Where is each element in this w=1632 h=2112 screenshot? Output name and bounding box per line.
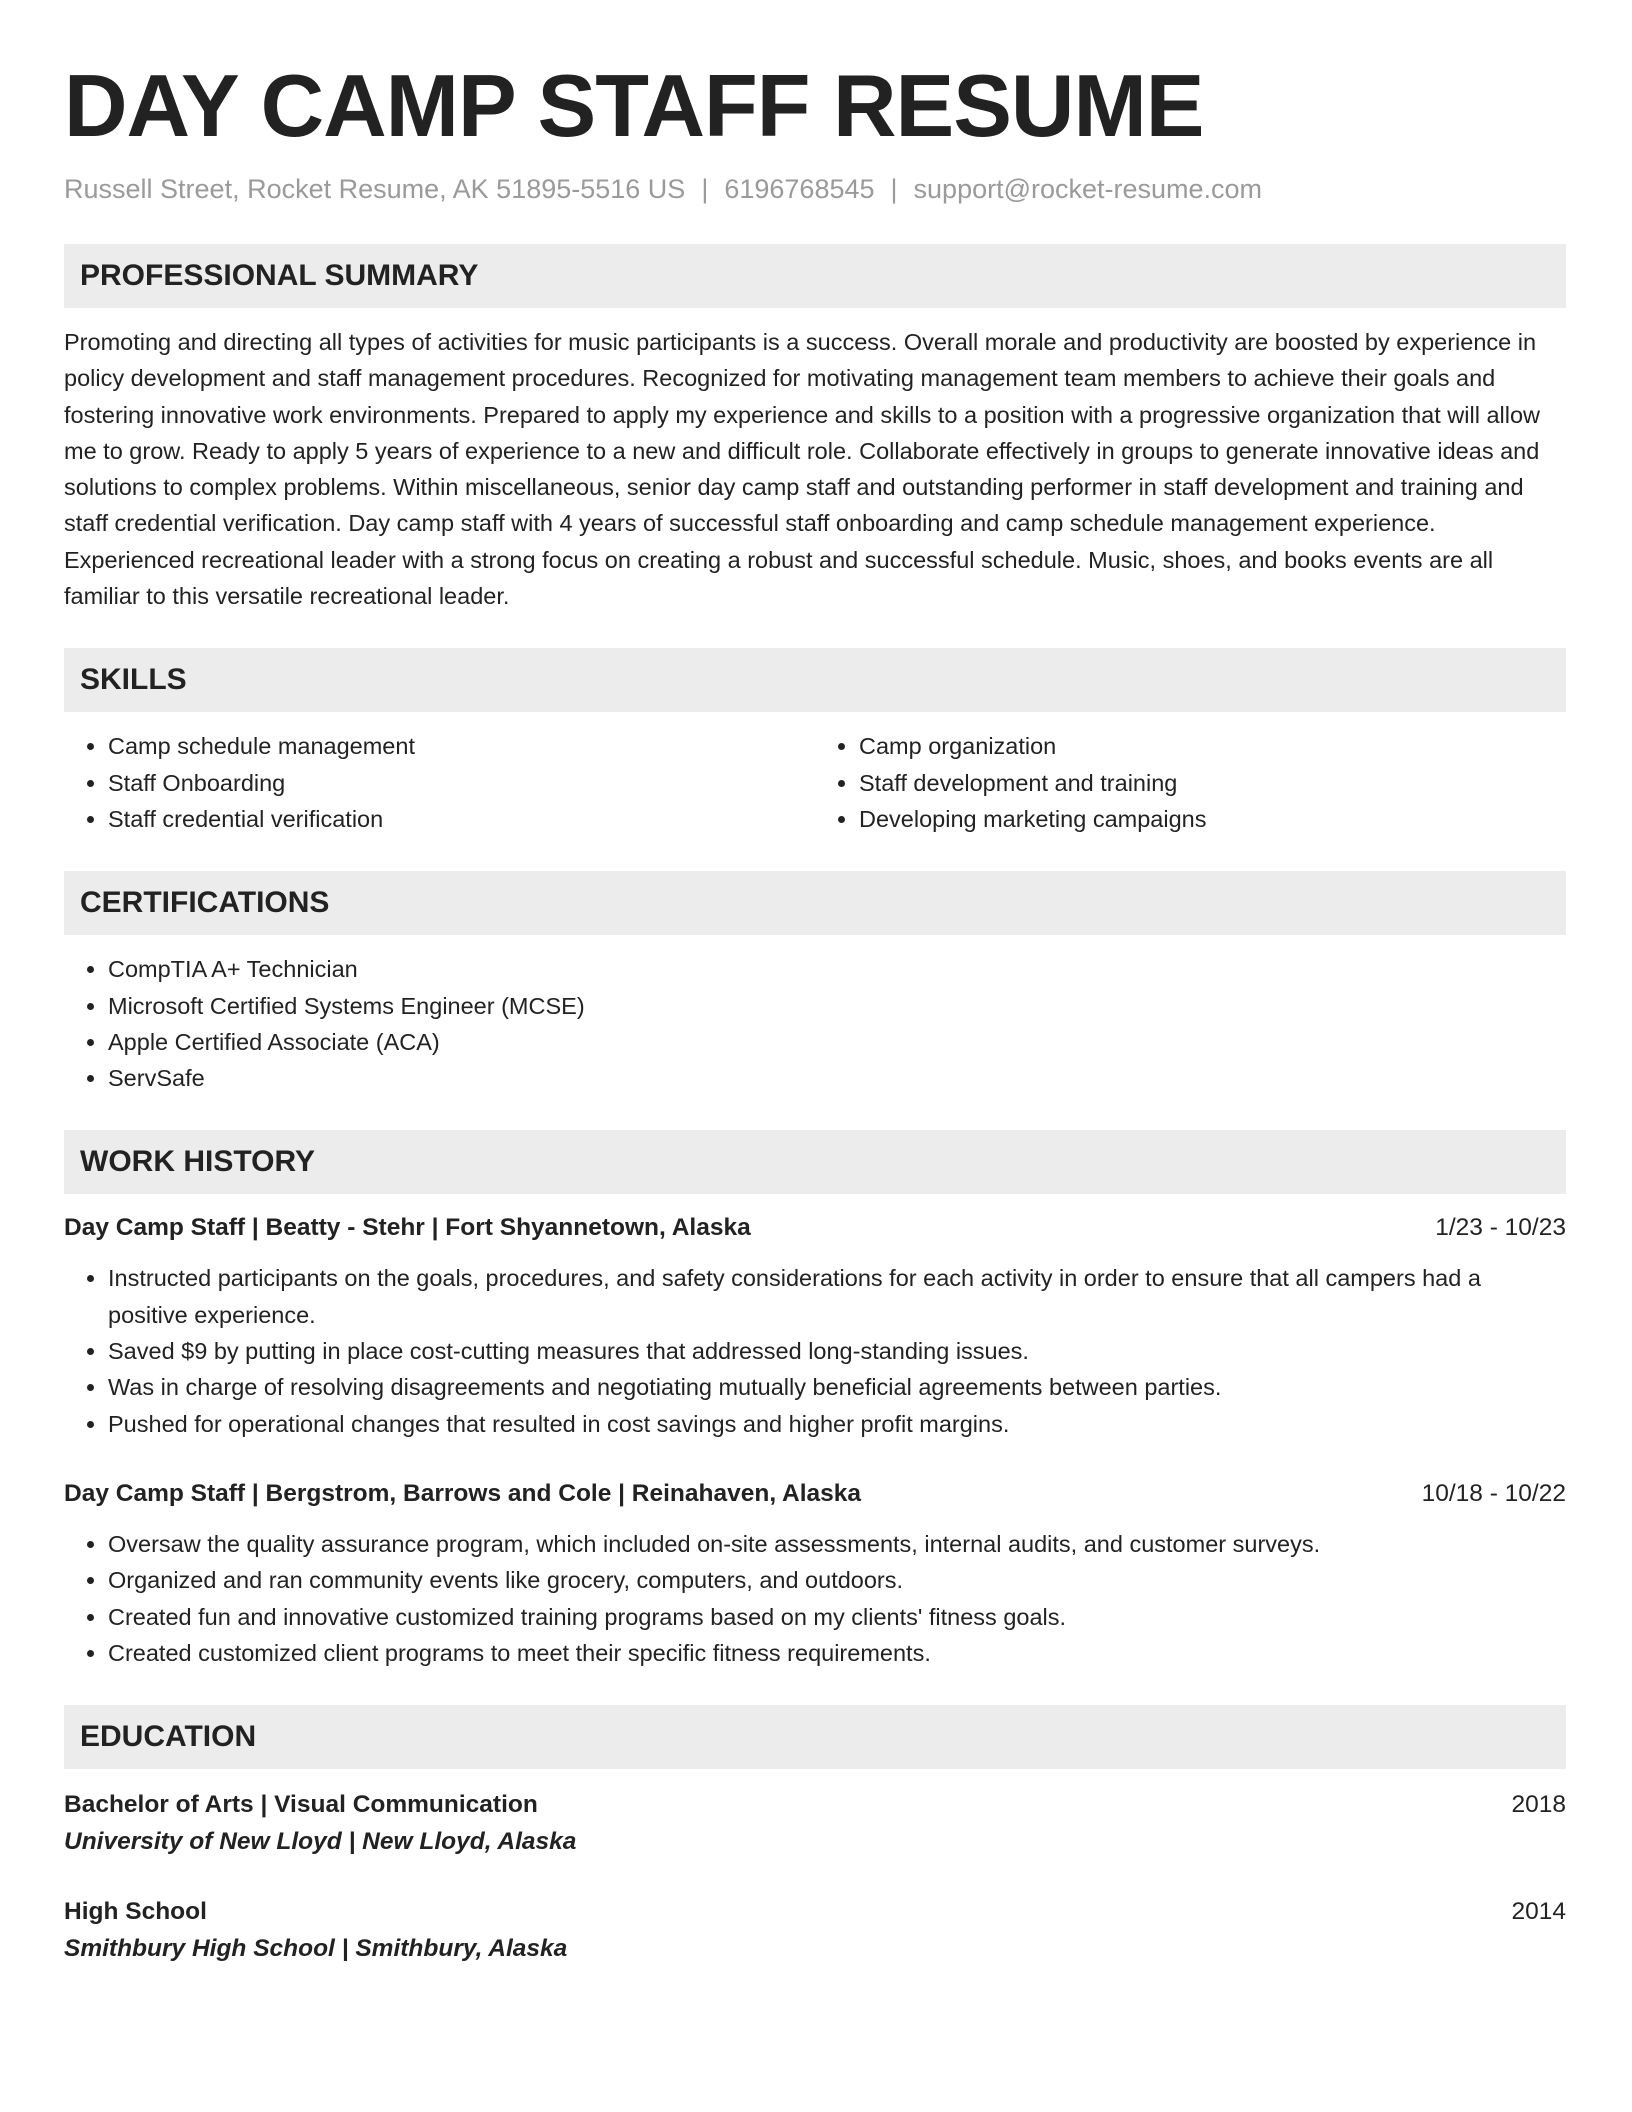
section-title-certifications: CERTIFICATIONS <box>64 871 1566 935</box>
job-bullet: • Pushed for operational changes that resulted in cost savings and higher profit margins. <box>108 1406 1566 1442</box>
certification-item: • Microsoft Certified Systems Engineer (MCSE) <box>108 988 1566 1024</box>
education-year: 2018 <box>1511 1791 1566 1819</box>
job-bullet: • Created customized client programs to meet their specific fitness requirements. <box>108 1635 1566 1671</box>
education-school: Smithbury High School | Smithbury, Alaska <box>64 1935 568 1963</box>
contact-email: support@rocket-resume.com <box>913 174 1263 204</box>
skills-list-left <box>64 728 815 837</box>
job-bullet: • Was in charge of resolving disagreements and negotiating mutually beneficial agreements between parties. <box>108 1369 1566 1405</box>
job-bullet: • Created fun and innovative customized training programs based on my clients' fitness goals. <box>108 1599 1566 1635</box>
skills-section <box>64 648 1566 837</box>
contact-address: Russell Street, Rocket Resume, AK 51895-5516 US <box>64 174 686 204</box>
section-title-education: EDUCATION <box>64 1705 1566 1769</box>
section-title-summary: PROFESSIONAL SUMMARY <box>64 244 1566 308</box>
contact-line <box>64 172 1566 206</box>
certification-item: • ServSafe <box>108 1060 1566 1096</box>
job-bullet: • Oversaw the quality assurance program, which included on-site assessments, internal audits, and customer surveys. <box>108 1526 1566 1562</box>
certifications-section <box>64 871 1566 1096</box>
skills-list-right <box>815 728 1566 837</box>
job-header <box>64 1210 1566 1246</box>
contact-separator: | <box>890 174 898 204</box>
job-heading: Day Camp Staff | Beatty - Stehr | Fort Shyannetown, Alaska <box>64 1214 751 1242</box>
section-title-skills: SKILLS <box>64 648 1566 712</box>
skill-item: • Staff development and training <box>859 765 1566 801</box>
education-school: University of New Lloyd | New Lloyd, Alaska <box>64 1828 577 1856</box>
skill-item: • Developing marketing campaigns <box>859 801 1566 837</box>
education-degree: Bachelor of Arts | Visual Communication <box>64 1791 538 1819</box>
resume-page <box>64 56 1566 1967</box>
contact-separator: | <box>701 174 709 204</box>
summary-text: Promoting and directing all types of activities for music participants is a success. Overall morale and productivity are boosted by experience in policy development and staff management procedures. Recognized for motivating management team members to achieve their goals and fostering innovative work environments. Prepared to apply my experience and skills to a position with a progressive organization that will allow me to grow. Ready to apply 5 years of experience to a new and difficult role. Collaborate effectively in groups to generate innovative ideas and solutions to complex problems. Within miscellaneous, senior day camp staff and outstanding performer in staff development and training and staff credential verification. Day camp staff with 4 years of successful staff onboarding and camp schedule management experience. Experienced recreational leader with a strong focus on creating a robust and successful schedule. Music, shoes, and books events are all familiar to this versatile recreational leader. <box>64 329 1541 610</box>
job-bullet: • Organized and ran community events like grocery, computers, and outdoors. <box>108 1562 1566 1598</box>
resume-title: DAY CAMP STAFF RESUME <box>64 56 1204 155</box>
job-header <box>64 1476 1566 1512</box>
skill-item: • Camp organization <box>859 728 1566 764</box>
education-header <box>64 1894 1566 1930</box>
skill-item: • Camp schedule management <box>108 728 815 764</box>
job-bullets <box>64 1526 1566 1671</box>
job-entry <box>64 1210 1566 1441</box>
skill-item: • Staff Onboarding <box>108 765 815 801</box>
section-title-work-history: WORK HISTORY <box>64 1130 1566 1194</box>
job-bullet: • Instructed participants on the goals, procedures, and safety considerations for each activity in order to ensure that all campers had a positive experience. <box>108 1260 1566 1333</box>
education-degree: High School <box>64 1898 207 1926</box>
education-section <box>64 1705 1566 1967</box>
education-header <box>64 1787 1566 1823</box>
job-bullet: • Saved $9 by putting in place cost-cutting measures that addressed long-standing issues. <box>108 1333 1566 1369</box>
summary-section <box>64 244 1566 614</box>
education-entry <box>64 1894 1566 1967</box>
job-dates: 10/18 - 10/22 <box>1421 1479 1566 1507</box>
certification-item: • Apple Certified Associate (ACA) <box>108 1024 1566 1060</box>
work-history-section <box>64 1130 1566 1671</box>
skill-item: • Staff credential verification <box>108 801 815 837</box>
certifications-list <box>64 951 1566 1096</box>
education-entry <box>64 1787 1566 1860</box>
skills-columns <box>64 728 1566 837</box>
job-dates: 1/23 - 10/23 <box>1435 1214 1566 1242</box>
contact-phone: 6196768545 <box>724 174 875 204</box>
education-year: 2014 <box>1511 1898 1566 1926</box>
job-heading: Day Camp Staff | Bergstrom, Barrows and Cole | Reinahaven, Alaska <box>64 1479 862 1507</box>
certification-item: • CompTIA A+ Technician <box>108 951 1566 987</box>
job-entry <box>64 1476 1566 1671</box>
job-bullets <box>64 1260 1566 1441</box>
